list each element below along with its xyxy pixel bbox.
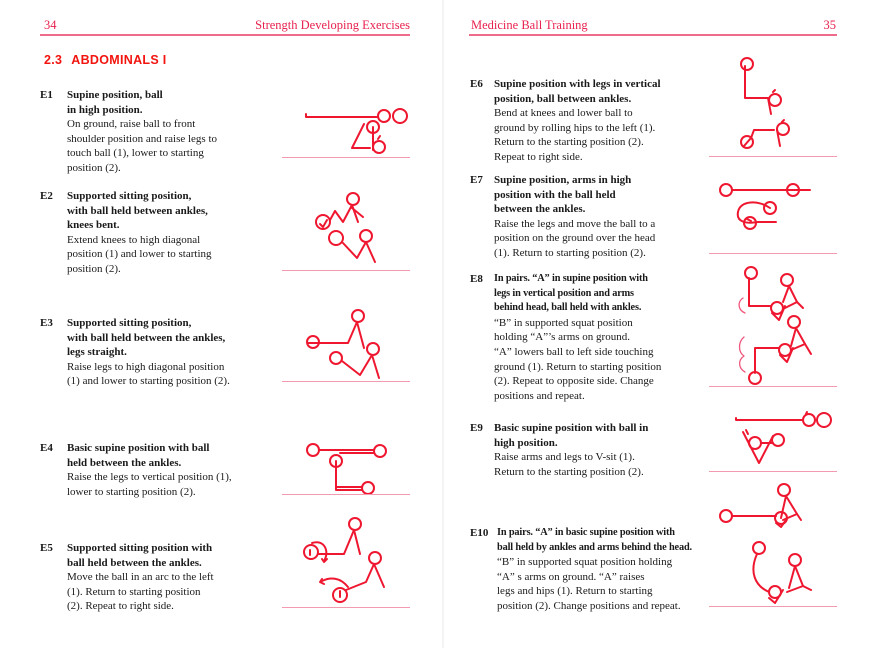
supine-legs-vertical-figure-icon <box>300 438 405 498</box>
exercise-description: Move the ball in an arc to the left (1). Return to starting position (2). Repeat to right side. <box>67 571 214 613</box>
exercise-title: Supine position, arms in high position with the ball held between the ankles. <box>494 174 632 216</box>
section-name: ABDOMINALS I <box>71 53 167 67</box>
exercise-description: On ground, raise ball to front shoulder position and raise legs to touch ball (1), lower to starting position (2). <box>67 118 218 174</box>
exercise-description: Raise the legs to vertical position (1), lower to starting position (2). <box>67 471 232 498</box>
figure-rule <box>709 156 837 157</box>
v-sit-figure-icon <box>733 408 833 470</box>
figure-rule <box>282 270 410 271</box>
exercise-id: E4 <box>40 442 53 454</box>
page-number: 34 <box>44 18 57 32</box>
page-number: 35 <box>823 18 836 32</box>
sitting-legs-straight-figure-icon <box>300 308 405 383</box>
section-number: 2.3 <box>44 53 63 67</box>
exercise-id: E5 <box>40 542 53 554</box>
exercise-id: E10 <box>470 527 489 539</box>
exercise-description: Extend knees to high diagonal position (1) and lower to starting position (2). <box>67 233 212 275</box>
exercise-id: E3 <box>40 317 53 329</box>
sitting-knees-bent-figure-icon <box>310 190 400 275</box>
pairs-side-lower-figure-icon <box>733 262 833 392</box>
running-title: Strength Developing Exercises <box>255 18 410 32</box>
exercise-title: Supported sitting position, with ball held between ankles, knees bent. <box>67 190 208 232</box>
figure-rule <box>709 253 837 254</box>
exercise-description: “B” in supported squat position holding “A”’s arms on ground. “A” lowers ball to left side touching ground (1). Return to starting position (2). Repeat to opposite side. Change positions and repeat. <box>494 316 662 402</box>
supine-ball-over-head-figure-icon <box>714 178 824 238</box>
exercise-title: Supine position with legs in vertical position, ball between ankles. <box>494 78 661 105</box>
exercise-id: E8 <box>470 273 483 285</box>
figure-rule <box>709 606 837 607</box>
exercise-title: Basic supine position with ball in high position. <box>494 422 649 449</box>
exercise-title: Supine position, ball in high position. <box>67 89 163 116</box>
exercise-id: E9 <box>470 422 483 434</box>
exercise-description: “B” in supported squat position holding “A” s arms on ground. “A” raises legs and hips (1). Return to starting position (2). Change positions and repeat. <box>497 556 681 612</box>
supine-ball-high-figure-icon <box>300 100 410 160</box>
sitting-ball-arc-figure-icon <box>298 515 408 610</box>
exercise-id: E2 <box>40 190 53 202</box>
figure-rule <box>282 607 410 608</box>
exercise-description: Raise arms and legs to V-sit (1). Return to the starting position (2). <box>494 451 644 478</box>
exercise-title: In pairs. “A” in basic supine position with ball held by ankles and arms behind the head. <box>497 527 692 553</box>
exercise-description: Raise legs to high diagonal position (1) and lower to starting position (2). <box>67 360 230 388</box>
right-page <box>443 0 886 648</box>
exercise-id: E7 <box>470 174 483 186</box>
figure-rule <box>282 157 410 158</box>
exercise-title: Basic supine position with ball held between the ankles. <box>67 442 210 469</box>
section-title <box>44 53 167 67</box>
header-rule <box>469 34 837 36</box>
exercise-id: E1 <box>40 89 53 101</box>
exercise-title: Supported sitting position, with ball held between the ankles, legs straight. <box>67 317 226 359</box>
figure-rule <box>709 386 837 387</box>
exercise-description: Bend at knees and lower ball to ground by rolling hips to the left (1). Return to the starting position (2). Repeat to right side. <box>494 107 656 163</box>
supine-hip-roll-figure-icon <box>733 52 823 152</box>
pairs-hip-raise-figure-icon <box>713 480 828 610</box>
exercise-title: Supported sitting position with ball held between the ankles. <box>67 542 213 569</box>
header-rule <box>40 34 410 36</box>
running-title: Medicine Ball Training <box>471 18 588 32</box>
figure-rule <box>709 471 837 472</box>
exercise-description: Raise the legs and move the ball to a position on the ground over the head (1). Return to starting position (2). <box>494 217 656 259</box>
figure-rule <box>282 381 410 382</box>
exercise-id: E6 <box>470 78 483 90</box>
exercise-title: In pairs. “A” in supine position with legs in vertical position and arms behind head, ball held with ankles. <box>494 273 648 314</box>
figure-rule <box>282 494 410 495</box>
